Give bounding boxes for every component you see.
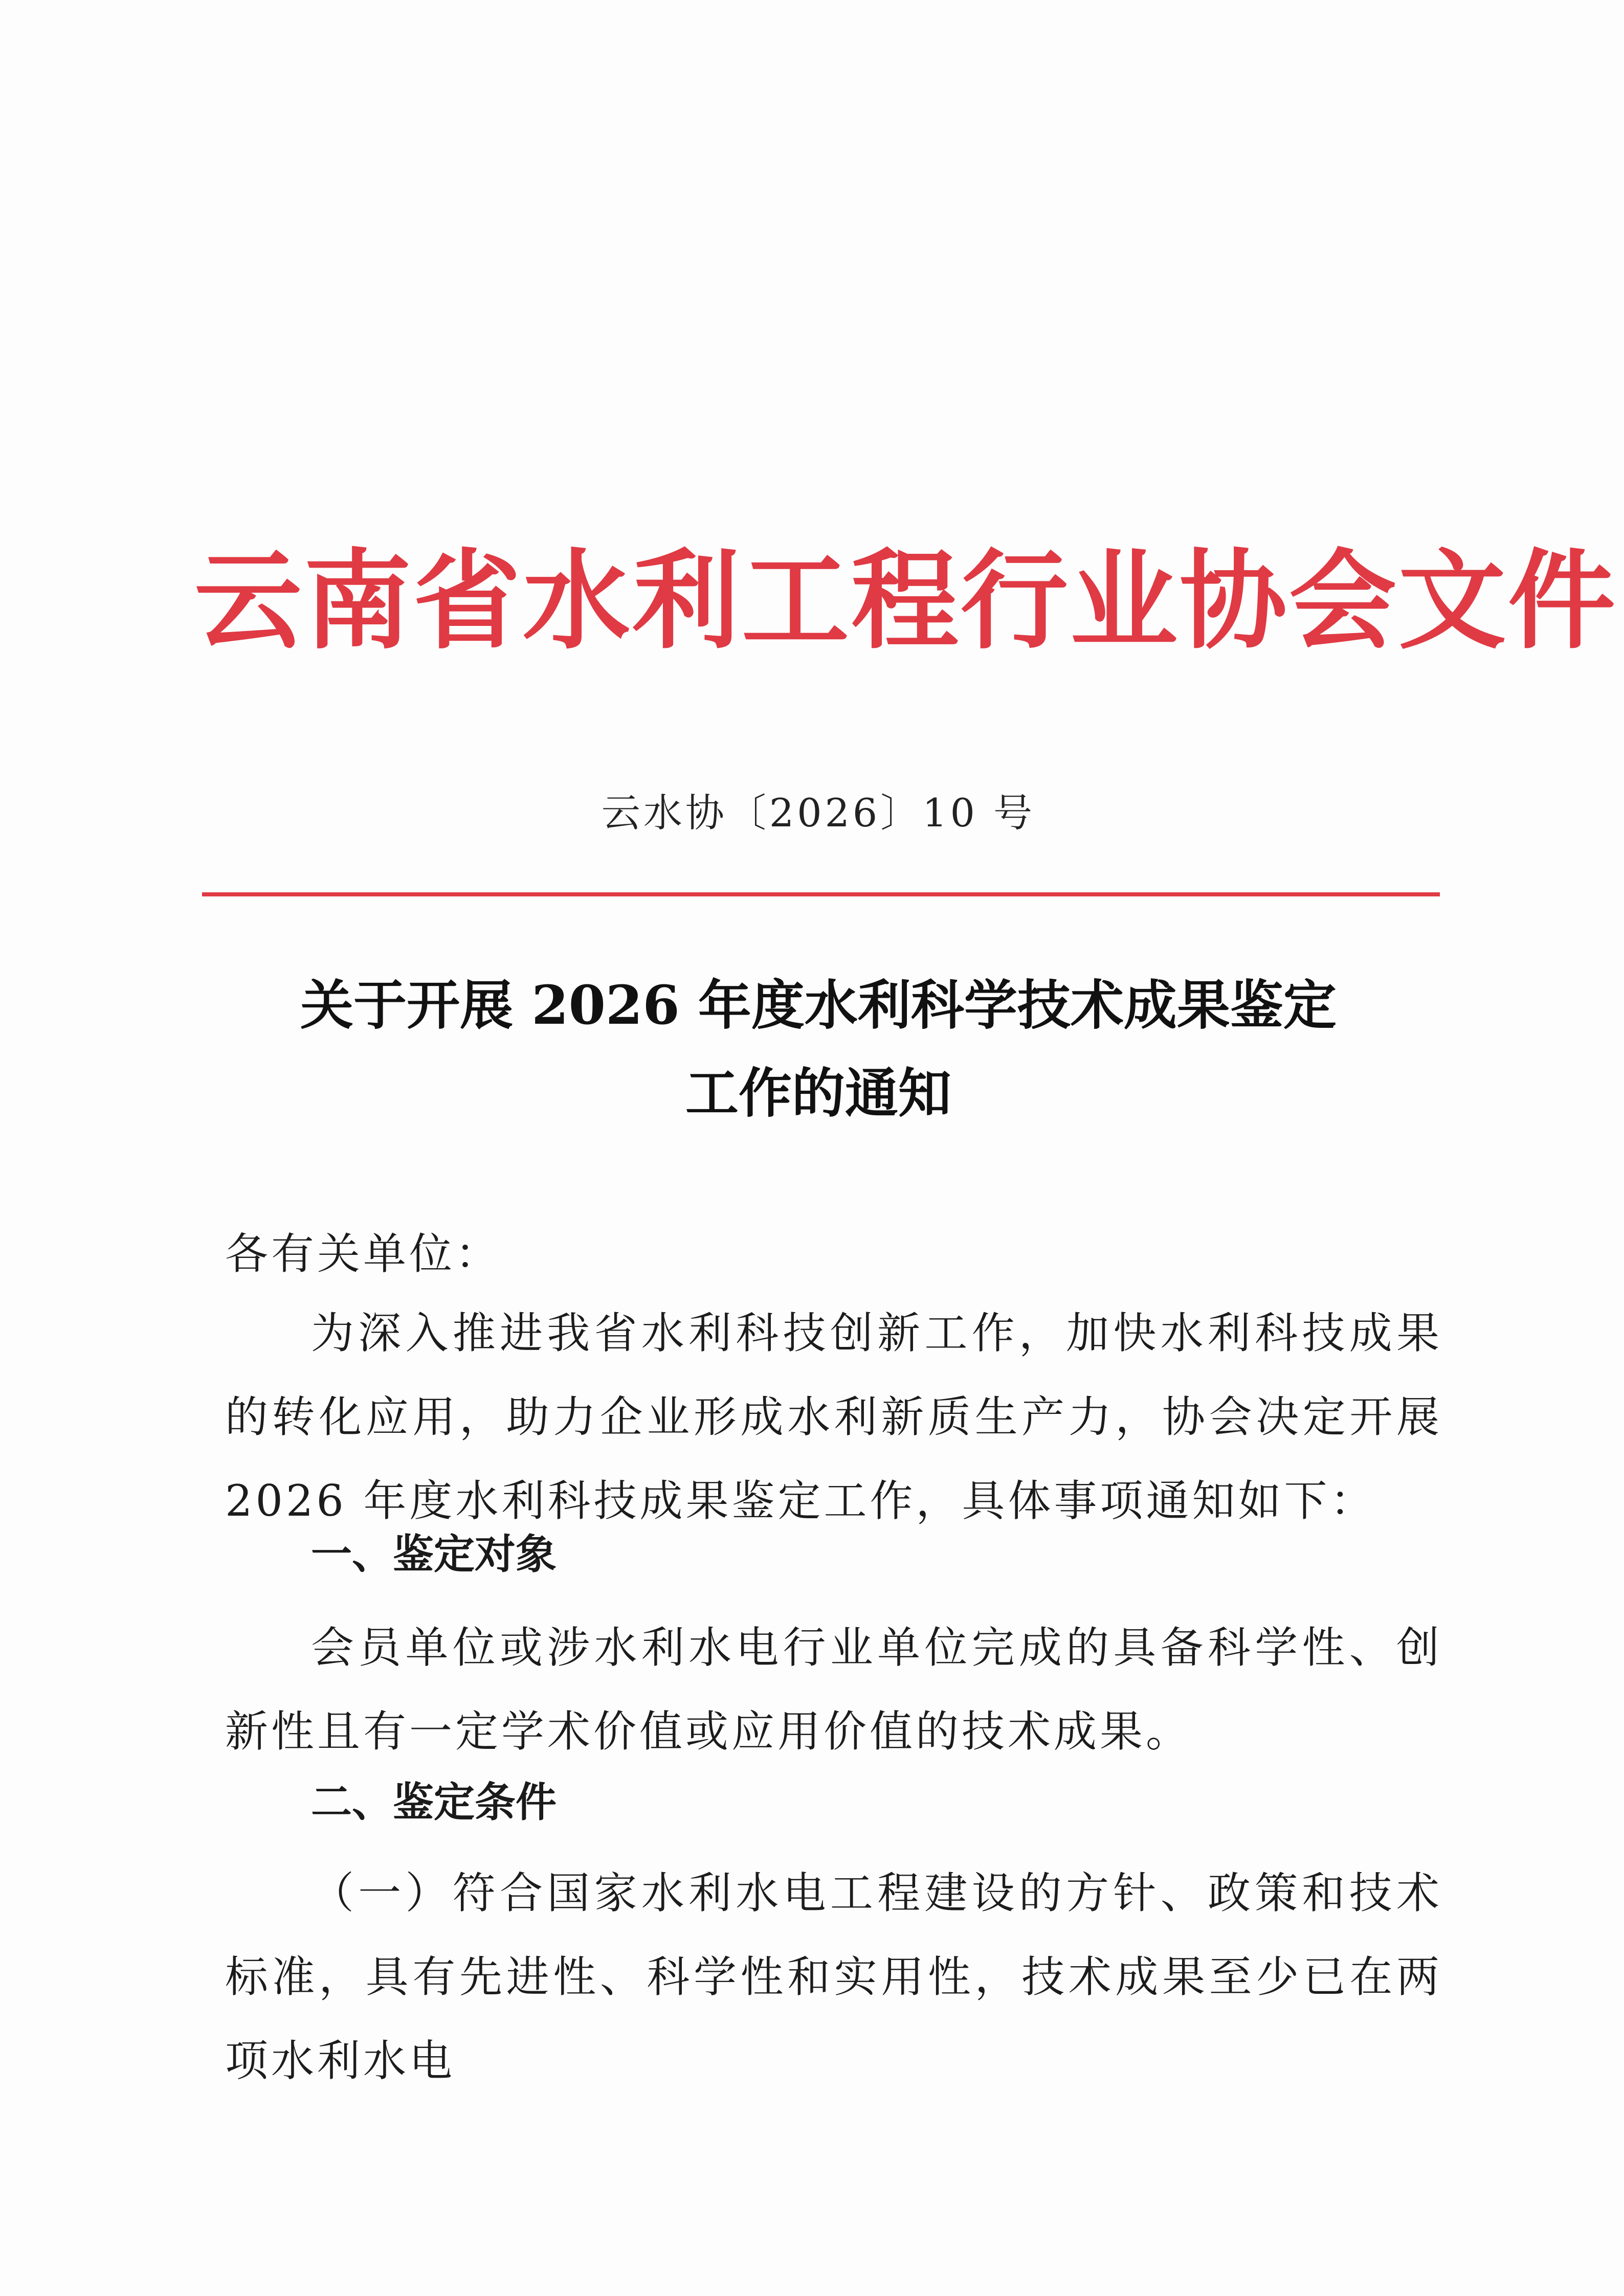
issuing-organization-header: 云南省水利工程行业协会文件 xyxy=(194,537,1618,664)
section-1-paragraph: 会员单位或涉水利水电行业单位完成的具备科学性、创新性且有一定学术价值或应用价值的技术成果。 xyxy=(225,1623,1442,1757)
red-divider-line xyxy=(202,892,1440,896)
document-title xyxy=(194,961,1442,1137)
section-heading-2: 二、鉴定条件 xyxy=(311,1779,557,1826)
document-title-line-2: 工作的通知 xyxy=(685,1062,951,1124)
document-number: 云水协〔2026〕10 号 xyxy=(601,790,1036,836)
intro-paragraph: 为深入推进我省水利科技创新工作，加快水利科技成果的转化应用，助力企业形成水利新质生产力，协会决定开展 2026 年度水利科技成果鉴定工作，具体事项通知如下： xyxy=(225,1308,1442,1526)
section-heading-1: 一、鉴定对象 xyxy=(311,1530,557,1578)
salutation: 各有关单位： xyxy=(225,1229,502,1279)
document-title-line-1: 关于开展 2026 年度水利科学技术成果鉴定 xyxy=(300,974,1337,1037)
section-2-paragraph: （一）符合国家水利水电工程建设的方针、政策和技术标准，具有先进性、科学性和实用性，技术成果至少已在两项水利水电 xyxy=(225,1868,1442,2086)
